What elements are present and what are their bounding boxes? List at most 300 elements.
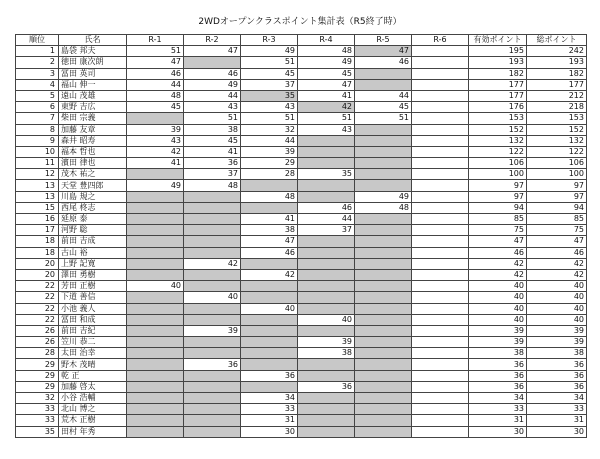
- table-row: [16, 225, 587, 236]
- table-row: [16, 404, 587, 415]
- total-points-cell: 182: [527, 68, 587, 79]
- round-4-cell: 46: [298, 202, 355, 213]
- round-4-cell: 37: [298, 225, 355, 236]
- effective-points-cell: 39: [469, 325, 527, 336]
- round-4-cell: 42: [298, 102, 355, 113]
- rank-cell: 1: [16, 46, 59, 57]
- name-cell: 延原 泰: [59, 214, 127, 225]
- round-5-cell: [355, 258, 412, 269]
- table-row: [16, 191, 587, 202]
- table-row: [16, 214, 587, 225]
- round-1-cell: 46: [127, 68, 184, 79]
- round-6-cell: [412, 102, 469, 113]
- round-5-cell: [355, 370, 412, 381]
- round-6-cell: [412, 325, 469, 336]
- round-2-cell: 39: [184, 325, 241, 336]
- round-1-cell: [127, 269, 184, 280]
- effective-points-cell: 42: [469, 258, 527, 269]
- name-cell: 荒木 正樹: [59, 415, 127, 426]
- round-3-cell: [241, 292, 298, 303]
- round-2-cell: 43: [184, 102, 241, 113]
- effective-points-cell: 85: [469, 214, 527, 225]
- round-5-cell: [355, 236, 412, 247]
- rank-cell: 18: [16, 247, 59, 258]
- round-1-cell: 49: [127, 180, 184, 191]
- effective-points-cell: 177: [469, 79, 527, 90]
- round-3-cell: [241, 314, 298, 325]
- effective-points-cell: 106: [469, 158, 527, 169]
- effective-points-cell: 38: [469, 348, 527, 359]
- name-cell: 田村 年秀: [59, 426, 127, 437]
- name-cell: 野木 茂晴: [59, 359, 127, 370]
- round-3-cell: [241, 180, 298, 191]
- round-3-cell: [241, 359, 298, 370]
- round-2-cell: [184, 337, 241, 348]
- round-4-cell: 45: [298, 68, 355, 79]
- rank-cell: 3: [16, 68, 59, 79]
- round-4-cell: [298, 325, 355, 336]
- round-6-cell: [412, 281, 469, 292]
- round-4-cell: [298, 415, 355, 426]
- effective-points-cell: 153: [469, 113, 527, 124]
- name-cell: 冨田 和成: [59, 314, 127, 325]
- round-4-cell: [298, 303, 355, 314]
- effective-points-cell: 97: [469, 180, 527, 191]
- round-4-cell: [298, 359, 355, 370]
- round-5-cell: [355, 381, 412, 392]
- round-6-cell: [412, 158, 469, 169]
- table-row: [16, 359, 587, 370]
- round-4-cell: 43: [298, 124, 355, 135]
- table-row: [16, 426, 587, 437]
- name-cell: 天堂 豊四郎: [59, 180, 127, 191]
- total-points-cell: 33: [527, 404, 587, 415]
- round-6-cell: [412, 258, 469, 269]
- effective-points-cell: 40: [469, 303, 527, 314]
- rank-cell: 29: [16, 370, 59, 381]
- effective-points-cell: 36: [469, 381, 527, 392]
- table-row: [16, 202, 587, 213]
- round-1-cell: [127, 113, 184, 124]
- round-5-cell: 46: [355, 57, 412, 68]
- round-6-cell: [412, 314, 469, 325]
- table-row: [16, 415, 587, 426]
- round-6-cell: [412, 381, 469, 392]
- table-row: [16, 169, 587, 180]
- table-row: [16, 381, 587, 392]
- round-5-cell: 49: [355, 191, 412, 202]
- rank-cell: 2: [16, 57, 59, 68]
- round-2-cell: [184, 381, 241, 392]
- round-5-cell: 45: [355, 102, 412, 113]
- round-6-cell: [412, 113, 469, 124]
- name-cell: 澤田 勇樹: [59, 269, 127, 280]
- name-cell: 加藤 啓太: [59, 381, 127, 392]
- rank-cell: 17: [16, 225, 59, 236]
- round-6-cell: [412, 146, 469, 157]
- round-4-cell: [298, 135, 355, 146]
- round-6-cell: [412, 348, 469, 359]
- effective-points-cell: 122: [469, 146, 527, 157]
- total-points-cell: 122: [527, 146, 587, 157]
- effective-points-cell: 39: [469, 337, 527, 348]
- effective-points-cell: 195: [469, 46, 527, 57]
- effective-points-cell: 152: [469, 124, 527, 135]
- round-5-cell: [355, 303, 412, 314]
- total-points-cell: 242: [527, 46, 587, 57]
- total-points-cell: 42: [527, 269, 587, 280]
- round-4-cell: 41: [298, 90, 355, 101]
- round-2-cell: [184, 415, 241, 426]
- round-3-cell: 32: [241, 124, 298, 135]
- round-2-cell: 48: [184, 180, 241, 191]
- sheet-title: 2WDオープンクラスポイント集計表（R5終了時）: [198, 17, 402, 27]
- total-points-cell: 40: [527, 314, 587, 325]
- name-cell: 遠山 茂雄: [59, 90, 127, 101]
- round-2-cell: 36: [184, 359, 241, 370]
- name-cell: 河野 聡: [59, 225, 127, 236]
- round-6-cell: [412, 79, 469, 90]
- round-2-cell: [184, 404, 241, 415]
- round-3-cell: [241, 202, 298, 213]
- effective-points-cell: 40: [469, 314, 527, 325]
- effective-points-cell: 177: [469, 90, 527, 101]
- rank-cell: 11: [16, 158, 59, 169]
- rank-cell: 29: [16, 381, 59, 392]
- round-4-cell: 39: [298, 337, 355, 348]
- round-2-cell: [184, 236, 241, 247]
- rank-cell: 13: [16, 191, 59, 202]
- round-1-cell: [127, 247, 184, 258]
- table-row: [16, 124, 587, 135]
- round-1-cell: [127, 191, 184, 202]
- round-4-cell: [298, 158, 355, 169]
- round-2-cell: 46: [184, 68, 241, 79]
- round-1-cell: [127, 314, 184, 325]
- round-2-cell: [184, 57, 241, 68]
- round-6-cell: [412, 225, 469, 236]
- round-3-cell: 37: [241, 79, 298, 90]
- total-points-cell: 97: [527, 191, 587, 202]
- name-cell: 乾 正: [59, 370, 127, 381]
- name-cell: 冨田 英司: [59, 68, 127, 79]
- table-row: [16, 113, 587, 124]
- round-1-cell: [127, 381, 184, 392]
- name-cell: 前田 吉紀: [59, 325, 127, 336]
- rank-cell: 13: [16, 180, 59, 191]
- table-row: [16, 269, 587, 280]
- round-6-cell: [412, 415, 469, 426]
- round-4-cell: [298, 393, 355, 404]
- round-3-cell: 29: [241, 158, 298, 169]
- name-cell: 島袋 邦夫: [59, 46, 127, 57]
- effective-points-cell: 34: [469, 393, 527, 404]
- round-1-cell: 42: [127, 146, 184, 157]
- rank-cell: 20: [16, 269, 59, 280]
- name-cell: 北山 博之: [59, 404, 127, 415]
- round-1-cell: 48: [127, 90, 184, 101]
- round-1-cell: [127, 236, 184, 247]
- total-points-cell: 106: [527, 158, 587, 169]
- round-2-cell: [184, 202, 241, 213]
- round-1-cell: [127, 258, 184, 269]
- round-3-cell: 33: [241, 404, 298, 415]
- round-1-cell: 47: [127, 57, 184, 68]
- round-5-cell: [355, 415, 412, 426]
- total-points-cell: 39: [527, 325, 587, 336]
- round-1-cell: [127, 202, 184, 213]
- effective-points-cell: 132: [469, 135, 527, 146]
- name-cell: 徳田 康次朗: [59, 57, 127, 68]
- round-5-cell: [355, 146, 412, 157]
- round-4-cell: 38: [298, 348, 355, 359]
- round-5-cell: [355, 135, 412, 146]
- name-cell: 福本 哲也: [59, 146, 127, 157]
- total-points-cell: 46: [527, 247, 587, 258]
- rank-cell: 22: [16, 314, 59, 325]
- effective-points-cell: 176: [469, 102, 527, 113]
- rank-cell: 15: [16, 202, 59, 213]
- total-points-cell: 97: [527, 180, 587, 191]
- round-3-cell: 47: [241, 236, 298, 247]
- effective-points-cell: 42: [469, 269, 527, 280]
- table-row: [16, 325, 587, 336]
- rank-cell: 10: [16, 146, 59, 157]
- round-1-cell: [127, 426, 184, 437]
- round-6-cell: [412, 180, 469, 191]
- header-r1: R-1: [127, 35, 184, 46]
- header-r3: R-3: [241, 35, 298, 46]
- round-6-cell: [412, 191, 469, 202]
- round-5-cell: [355, 337, 412, 348]
- round-1-cell: [127, 225, 184, 236]
- rank-cell: 22: [16, 292, 59, 303]
- round-6-cell: [412, 90, 469, 101]
- round-1-cell: 41: [127, 158, 184, 169]
- round-6-cell: [412, 303, 469, 314]
- round-4-cell: 49: [298, 57, 355, 68]
- rank-cell: 26: [16, 325, 59, 336]
- round-3-cell: [241, 337, 298, 348]
- round-6-cell: [412, 337, 469, 348]
- round-4-cell: [298, 426, 355, 437]
- round-3-cell: 39: [241, 146, 298, 157]
- round-3-cell: 45: [241, 68, 298, 79]
- total-points-cell: 36: [527, 370, 587, 381]
- total-points-cell: 39: [527, 337, 587, 348]
- name-cell: 芳田 正樹: [59, 281, 127, 292]
- round-2-cell: 42: [184, 258, 241, 269]
- round-2-cell: [184, 314, 241, 325]
- round-2-cell: [184, 247, 241, 258]
- round-3-cell: 42: [241, 269, 298, 280]
- round-4-cell: [298, 236, 355, 247]
- header-rank: 順位: [16, 35, 59, 46]
- round-4-cell: [298, 247, 355, 258]
- total-points-cell: 42: [527, 258, 587, 269]
- total-points-cell: 36: [527, 381, 587, 392]
- header-name: 氏名: [59, 35, 127, 46]
- round-3-cell: 44: [241, 135, 298, 146]
- round-1-cell: [127, 169, 184, 180]
- name-cell: 小池 義人: [59, 303, 127, 314]
- round-2-cell: 37: [184, 169, 241, 180]
- header-row: [16, 35, 587, 46]
- round-5-cell: [355, 68, 412, 79]
- header-total-points: 総ポイント: [527, 35, 587, 46]
- round-3-cell: 36: [241, 370, 298, 381]
- round-3-cell: [241, 281, 298, 292]
- total-points-cell: 100: [527, 169, 587, 180]
- table-row: [16, 281, 587, 292]
- rank-cell: 29: [16, 359, 59, 370]
- round-3-cell: 30: [241, 426, 298, 437]
- round-4-cell: 35: [298, 169, 355, 180]
- round-1-cell: [127, 348, 184, 359]
- round-2-cell: [184, 370, 241, 381]
- header-r2: R-2: [184, 35, 241, 46]
- round-2-cell: [184, 348, 241, 359]
- total-points-cell: 212: [527, 90, 587, 101]
- round-1-cell: [127, 292, 184, 303]
- round-5-cell: [355, 180, 412, 191]
- round-6-cell: [412, 426, 469, 437]
- round-3-cell: 51: [241, 57, 298, 68]
- round-4-cell: [298, 370, 355, 381]
- round-5-cell: [355, 158, 412, 169]
- total-points-cell: 40: [527, 292, 587, 303]
- effective-points-cell: 47: [469, 236, 527, 247]
- round-5-cell: [355, 359, 412, 370]
- header-r6: R-6: [412, 35, 469, 46]
- round-4-cell: [298, 404, 355, 415]
- round-5-cell: [355, 247, 412, 258]
- effective-points-cell: 97: [469, 191, 527, 202]
- name-cell: 西尾 柊志: [59, 202, 127, 213]
- round-6-cell: [412, 124, 469, 135]
- round-6-cell: [412, 359, 469, 370]
- round-2-cell: [184, 426, 241, 437]
- total-points-cell: 152: [527, 124, 587, 135]
- round-2-cell: 51: [184, 113, 241, 124]
- name-cell: 太田 治幸: [59, 348, 127, 359]
- round-2-cell: [184, 214, 241, 225]
- round-2-cell: [184, 393, 241, 404]
- effective-points-cell: 40: [469, 292, 527, 303]
- round-4-cell: 44: [298, 214, 355, 225]
- round-4-cell: [298, 258, 355, 269]
- total-points-cell: 30: [527, 426, 587, 437]
- round-5-cell: [355, 79, 412, 90]
- effective-points-cell: 94: [469, 202, 527, 213]
- round-1-cell: 40: [127, 281, 184, 292]
- table-row: [16, 180, 587, 191]
- round-2-cell: [184, 191, 241, 202]
- table-row: [16, 90, 587, 101]
- name-cell: 茂木 祐之: [59, 169, 127, 180]
- round-3-cell: 49: [241, 46, 298, 57]
- name-cell: 川島 規之: [59, 191, 127, 202]
- table-row: [16, 258, 587, 269]
- total-points-cell: 31: [527, 415, 587, 426]
- round-3-cell: 48: [241, 191, 298, 202]
- effective-points-cell: 75: [469, 225, 527, 236]
- round-1-cell: [127, 404, 184, 415]
- table-row: [16, 393, 587, 404]
- total-points-cell: 75: [527, 225, 587, 236]
- round-1-cell: 44: [127, 79, 184, 90]
- total-points-cell: 38: [527, 348, 587, 359]
- total-points-cell: 94: [527, 202, 587, 213]
- rank-cell: 20: [16, 258, 59, 269]
- round-5-cell: [355, 393, 412, 404]
- name-cell: 笠川 恭二: [59, 337, 127, 348]
- round-4-cell: [298, 269, 355, 280]
- round-4-cell: [298, 146, 355, 157]
- rank-cell: 35: [16, 426, 59, 437]
- name-cell: 古山 裕: [59, 247, 127, 258]
- total-points-cell: 40: [527, 281, 587, 292]
- rank-cell: 32: [16, 393, 59, 404]
- round-2-cell: [184, 269, 241, 280]
- round-3-cell: [241, 258, 298, 269]
- total-points-cell: 218: [527, 102, 587, 113]
- round-1-cell: 43: [127, 135, 184, 146]
- round-5-cell: [355, 225, 412, 236]
- total-points-cell: 40: [527, 303, 587, 314]
- name-cell: 濱田 律也: [59, 158, 127, 169]
- round-2-cell: 47: [184, 46, 241, 57]
- round-1-cell: [127, 415, 184, 426]
- effective-points-cell: 31: [469, 415, 527, 426]
- total-points-cell: 34: [527, 393, 587, 404]
- round-3-cell: 31: [241, 415, 298, 426]
- round-5-cell: [355, 314, 412, 325]
- rank-cell: 12: [16, 169, 59, 180]
- round-4-cell: [298, 292, 355, 303]
- round-3-cell: 35: [241, 90, 298, 101]
- table-row: [16, 348, 587, 359]
- round-3-cell: 41: [241, 214, 298, 225]
- round-1-cell: [127, 337, 184, 348]
- table-row: [16, 337, 587, 348]
- effective-points-cell: 182: [469, 68, 527, 79]
- table-row: [16, 57, 587, 68]
- points-table: [15, 34, 587, 438]
- round-2-cell: 38: [184, 124, 241, 135]
- round-6-cell: [412, 292, 469, 303]
- name-cell: 小谷 浩輔: [59, 393, 127, 404]
- round-1-cell: [127, 393, 184, 404]
- total-points-cell: 47: [527, 236, 587, 247]
- round-5-cell: 51: [355, 113, 412, 124]
- table-row: [16, 292, 587, 303]
- round-2-cell: 41: [184, 146, 241, 157]
- round-6-cell: [412, 247, 469, 258]
- round-3-cell: [241, 325, 298, 336]
- round-6-cell: [412, 269, 469, 280]
- effective-points-cell: 193: [469, 57, 527, 68]
- round-2-cell: 45: [184, 135, 241, 146]
- table-body: [16, 46, 587, 438]
- round-3-cell: [241, 348, 298, 359]
- round-6-cell: [412, 135, 469, 146]
- round-5-cell: [355, 124, 412, 135]
- round-4-cell: 51: [298, 113, 355, 124]
- round-2-cell: 36: [184, 158, 241, 169]
- total-points-cell: 153: [527, 113, 587, 124]
- table-row: [16, 146, 587, 157]
